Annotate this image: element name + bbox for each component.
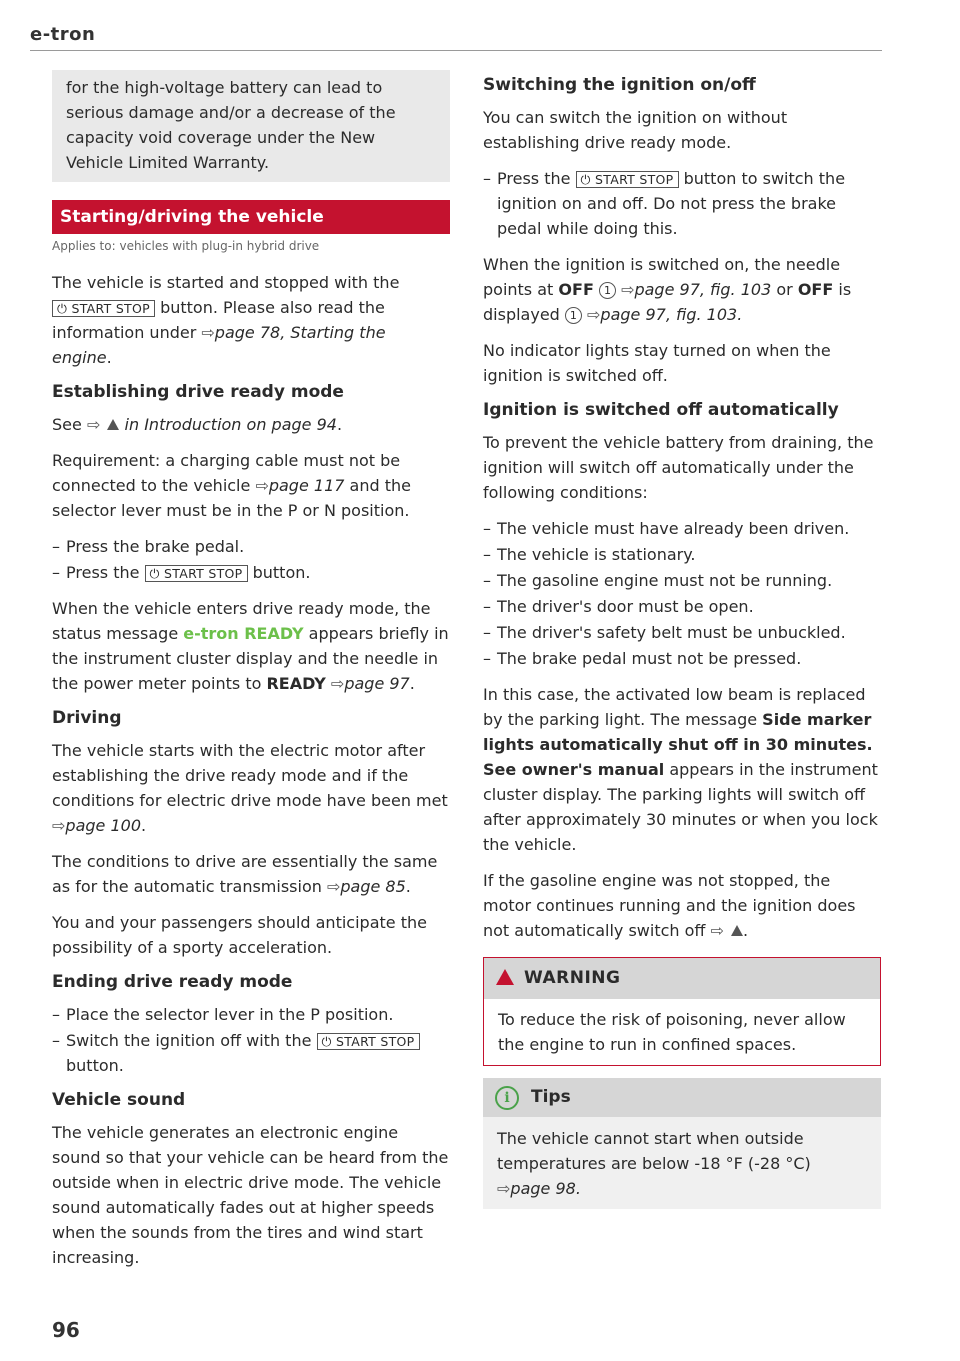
heading-ending: Ending drive ready mode: [52, 972, 293, 992]
arrow-icon: ⇨: [326, 877, 341, 896]
drive-ready-steps: [52, 534, 450, 585]
conditions-paragraph: The conditions to drive are essentially the same as for the automatic transmission ⇨page 85.: [52, 852, 438, 896]
requirement-paragraph: Requirement: a charging cable must not be connected to the vehicle ⇨page 117 and the selector lever must be in the P or N position.: [52, 451, 411, 520]
ending-steps: [52, 1002, 450, 1078]
warning-triangle-icon: [496, 969, 514, 985]
warning-box: [483, 957, 881, 1066]
arrow-icon: ⇨: [255, 476, 269, 495]
heading-drive-ready: Establishing drive ready mode: [52, 382, 344, 402]
warning-reference-link[interactable]: ⇨ in Introduction on page 94: [86, 415, 337, 434]
list-item: – Press the ⏻ START STOP button.: [52, 560, 450, 585]
callout-number-icon: 1: [599, 282, 616, 299]
right-column: [483, 74, 881, 1209]
arrow-icon: ⇨: [587, 305, 601, 324]
arrow-icon: ⇨: [621, 280, 635, 299]
prevent-paragraph: To prevent the vehicle battery from draining, the ignition will switch off automatically under the following conditions:: [483, 433, 874, 502]
callout-number-icon: 1: [565, 307, 582, 324]
arrow-icon: ⇨: [330, 674, 345, 693]
info-icon: i: [495, 1086, 519, 1110]
continued-note-text: for the high-voltage battery can lead to serious damage and/or a decrease of the capacity void coverage under the New Vehicle Limited Warranty.: [66, 78, 396, 172]
page-reference-link[interactable]: ⇨page 85: [326, 877, 406, 896]
indicator-paragraph: No indicator lights stay turned on when the ignition is switched off.: [483, 341, 831, 385]
low-beam-paragraph: In this case, the activated low beam is replaced by the parking light. The message Side marker lights automatically shut off in 30 minutes. See owner's manual appears in the instrument cluster display. The parking lights will switch off after approximately 30 minutes or when you lock the vehicle.: [483, 685, 878, 854]
heading-auto-off: Ignition is switched off automatically: [483, 400, 839, 420]
passengers-paragraph: You and your passengers should anticipate the possibility of a sporty acceleration.: [52, 913, 427, 957]
arrow-icon: ⇨: [710, 921, 724, 940]
sound-paragraph: The vehicle generates an electronic engine sound so that your vehicle can be heard from the outside when in electric drive mode. The vehicle sound automatically fades out at higher speeds when the sounds from the tires and wind start increasing.: [52, 1123, 449, 1267]
arrow-icon: ⇨: [86, 415, 101, 434]
list-item: – Switch the ignition off with the ⏻ START STOP button.: [52, 1028, 450, 1078]
power-icon: ⏻: [149, 566, 160, 581]
auto-off-conditions: [483, 516, 881, 671]
page-reference-link[interactable]: ⇨page 117: [255, 476, 345, 495]
applies-to-note: Applies to: vehicles with plug-in hybrid drive: [52, 239, 320, 253]
header-rule: [30, 50, 882, 51]
page-reference-link[interactable]: ⇨page 97: [330, 674, 410, 693]
start-stop-key: ⏻ START STOP: [52, 300, 155, 317]
list-item: – Press the ⏻ START STOP button to switch the ignition on and off. Do not press the brake pedal while doing this.: [483, 166, 881, 241]
page-reference-link[interactable]: ⇨page 97, fig. 103.: [587, 305, 743, 324]
page-reference-link[interactable]: ⇨page 98.: [497, 1179, 581, 1198]
list-item: – The gasoline engine must not be running.: [483, 568, 881, 593]
warning-reference-link[interactable]: [711, 921, 744, 940]
list-item: – Press the brake pedal.: [52, 534, 450, 559]
tips-text: The vehicle cannot start when outside temperatures are below -18 °F (-28 °C) ⇨page 98.: [497, 1129, 811, 1198]
arrow-icon: ⇨: [52, 816, 66, 835]
heading-driving: Driving: [52, 708, 122, 728]
page-reference-link[interactable]: ⇨page 97, fig. 103: [621, 280, 772, 299]
start-stop-paragraph: The vehicle is started and stopped with the ⏻ START STOP button. Please also read the information under ⇨page 78, Starting the engine.: [52, 273, 400, 367]
warning-text: To reduce the risk of poisoning, never allow the engine to run in confined spaces.: [498, 1010, 846, 1054]
start-stop-key: ⏻ START STOP: [576, 171, 679, 188]
arrow-icon: ⇨: [201, 323, 215, 342]
gasoline-paragraph: If the gasoline engine was not stopped, the motor continues running and the ignition does not automatically switch off ⇨ .: [483, 871, 856, 940]
page-reference-link[interactable]: ⇨page 100: [52, 816, 141, 835]
heading-ignition: Switching the ignition on/off: [483, 75, 756, 95]
running-header: e-tron: [30, 24, 96, 45]
section-title: Starting/driving the vehicle: [52, 200, 450, 234]
status-paragraph: When the vehicle enters drive ready mode, the status message e-tron READY appears briefly in the instrument cluster display and the needle in the power meter points to READY ⇨page 97.: [52, 599, 449, 693]
tips-box: [483, 1078, 881, 1209]
list-item: – The vehicle must have already been driven.: [483, 516, 881, 541]
list-item: – The driver's safety belt must be unbuckled.: [483, 620, 881, 645]
cluster-message: Side marker lights automatically shut off in 30 minutes. See owner's manual: [483, 710, 873, 779]
needle-paragraph: When the ignition is switched on, the needle points at OFF 1 ⇨page 97, fig. 103 or OFF is displayed 1 ⇨page 97, fig. 103.: [483, 255, 852, 324]
start-stop-key: ⏻ START STOP: [145, 565, 248, 582]
tips-header: i Tips: [483, 1078, 881, 1117]
power-icon: ⏻: [580, 172, 591, 187]
heading-vehicle-sound: Vehicle sound: [52, 1090, 186, 1110]
warning-triangle-icon: [731, 925, 743, 936]
start-stop-key: ⏻ START STOP: [317, 1033, 420, 1050]
ignition-paragraph: You can switch the ignition on without establishing drive ready mode.: [483, 108, 788, 152]
status-message: e-tron READY: [183, 624, 304, 643]
continued-note-box: [52, 70, 450, 182]
arrow-icon: ⇨: [497, 1179, 511, 1198]
ignition-steps: [483, 166, 881, 241]
list-item: – The brake pedal must not be pressed.: [483, 646, 881, 671]
warning-header: WARNING: [484, 958, 880, 999]
list-item: – The vehicle is stationary.: [483, 542, 881, 567]
see-paragraph: See ⇨ in Introduction on page 94.: [52, 415, 343, 434]
list-item: – The driver's door must be open.: [483, 594, 881, 619]
driving-paragraph: The vehicle starts with the electric motor after establishing the drive ready mode and if the conditions for electric drive mode have been met ⇨page 100.: [52, 741, 448, 835]
left-column: [52, 70, 450, 1281]
warning-triangle-icon: [107, 419, 119, 430]
page-number: 96: [52, 1318, 80, 1342]
power-icon: ⏻: [57, 301, 68, 316]
power-icon: ⏻: [321, 1034, 332, 1049]
page-reference-link[interactable]: ⇨page 78, Starting the engine: [52, 323, 386, 367]
list-item: – Place the selector lever in the P position.: [52, 1002, 450, 1027]
